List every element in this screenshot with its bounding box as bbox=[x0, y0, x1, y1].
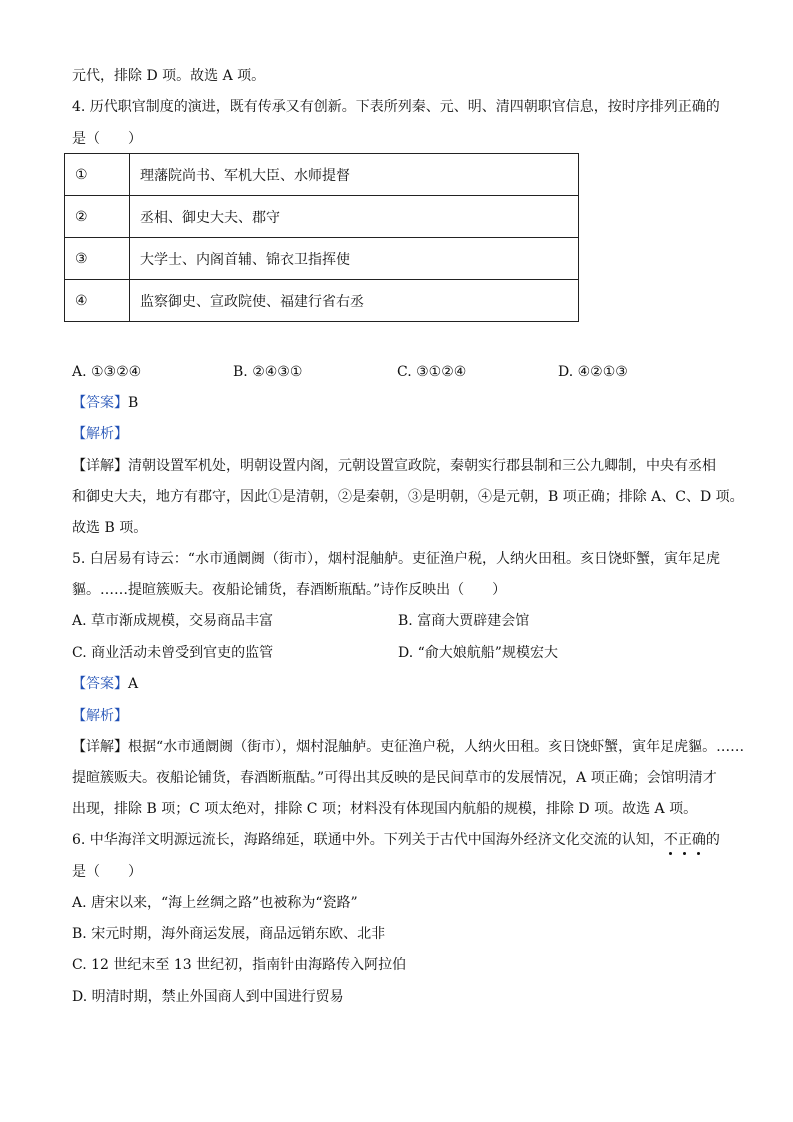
table-row bbox=[65, 154, 579, 196]
q4-answer bbox=[72, 393, 138, 413]
q4-option-c: C. ③①②④ bbox=[397, 364, 467, 380]
answer-label: 【答案】 bbox=[72, 676, 128, 692]
q4-option-b: B. ②④③① bbox=[233, 364, 303, 380]
row-officials: 大学士、内阁首辅、锦衣卫指挥使 bbox=[130, 238, 579, 280]
row-number: ② bbox=[65, 196, 130, 238]
q5-option-a: A. 草市渐成规模，交易商品丰富 bbox=[72, 613, 274, 629]
q6-option-a: A. 唐宋以来，“海上丝绸之路”也被称为“瓷路” bbox=[72, 895, 358, 911]
emphasis-char: 正 bbox=[677, 832, 692, 848]
previous-answer-tail: 元代，排除 D 项。故选 A 项。 bbox=[72, 68, 266, 84]
row-number: ① bbox=[65, 154, 130, 196]
q4-option-a: A. ①③②④ bbox=[72, 364, 142, 380]
detail-label: 【详解】 bbox=[72, 458, 128, 474]
q4-stem-line2: 是（ ） bbox=[72, 131, 142, 147]
q5-detail-line1 bbox=[72, 737, 744, 757]
q4-stem-line1: 4. 历代职官制度的演进，既有传承又有创新。下表所列秦、元、明、清四朝职官信息，按时序排列正确的 bbox=[72, 99, 720, 115]
detail-text: 清朝设置军机处，明朝设置内阁，元朝设置宣政院，秦朝实行郡县制和三公九卿制，中央有丞相 bbox=[128, 458, 716, 474]
q4-analysis-heading bbox=[72, 424, 128, 444]
q6-stem-line1 bbox=[72, 830, 720, 850]
q5-analysis-heading bbox=[72, 706, 128, 726]
emphasis-char: 确 bbox=[691, 832, 706, 848]
answer-label: 【答案】 bbox=[72, 395, 128, 411]
q5-option-c: C. 商业活动未曾受到官吏的监管 bbox=[72, 645, 274, 661]
q5-stem-line2: 貙。……提暄簇贩夫。夜船论铺货，春酒断瓶酤。”诗作反映出（ ） bbox=[72, 582, 507, 598]
row-number: ③ bbox=[65, 238, 130, 280]
table-row bbox=[65, 280, 579, 322]
row-officials: 丞相、御史大夫、郡守 bbox=[130, 196, 579, 238]
detail-text: 根据“水市通阛阓（街市），烟村混舳舻。吏征渔户税，人纳火田租。亥日饶虾蟹，寅年足虎貙。…… bbox=[128, 739, 745, 755]
detail-label: 【详解】 bbox=[72, 739, 128, 755]
emphasis-char: 不 bbox=[663, 832, 678, 848]
q6-option-b: B. 宋元时期，海外商运发展，商品远销东欧、北非 bbox=[72, 926, 386, 942]
answer-value: B bbox=[128, 395, 139, 411]
analysis-label: 【解析】 bbox=[72, 426, 128, 442]
q5-option-d: D. “俞大娘航船”规模宏大 bbox=[398, 645, 558, 661]
row-number: ④ bbox=[65, 280, 130, 322]
stem-text-end: 的 bbox=[705, 832, 720, 848]
row-officials: 监察御史、宣政院使、福建行省右丞 bbox=[130, 280, 579, 322]
answer-value: A bbox=[128, 676, 139, 692]
row-officials: 理藩院尚书、军机大臣、水师提督 bbox=[130, 154, 579, 196]
q5-detail-line3: 出现，排除 B 项；C 项太绝对，排除 C 项；材料没有体现国内航船的规模，排除 D 项。故选 A 项。 bbox=[72, 801, 698, 817]
q4-detail-line3: 故选 B 项。 bbox=[72, 520, 148, 536]
stem-text: 6. 中华海洋文明源远流长，海路绵延，联通中外。下列关于古代中国海外经济文化交流的认知， bbox=[72, 832, 664, 848]
q4-officials-table bbox=[64, 153, 579, 322]
q6-option-c: C. 12 世纪末至 13 世纪初，指南针由海路传入阿拉伯 bbox=[72, 957, 407, 973]
q4-detail-line2: 和御史大夫，地方有郡守，因此①是清朝，②是秦朝，③是明朝，④是元朝，B 项正确；排除 A、C、D 项。 bbox=[72, 489, 744, 505]
table-row bbox=[65, 238, 579, 280]
q5-option-b: B. 富商大贾辟建会馆 bbox=[398, 613, 530, 629]
q5-detail-line2: 提暄簇贩夫。夜船论铺货，春酒断瓶酤。”可得出其反映的是民间草市的发展情况，A 项正确；会馆明清才 bbox=[72, 770, 717, 786]
q6-option-d: D. 明清时期，禁止外国商人到中国进行贸易 bbox=[72, 989, 344, 1005]
q5-stem-line1: 5. 白居易有诗云：“水市通阛阓（街市），烟村混舳舻。吏征渔户税，人纳火田租。亥日饶虾蟹，寅年足虎 bbox=[72, 551, 720, 567]
q6-stem-line2: 是（ ） bbox=[72, 864, 142, 880]
table-row bbox=[65, 196, 579, 238]
analysis-label: 【解析】 bbox=[72, 708, 128, 724]
q4-detail-line1 bbox=[72, 456, 716, 476]
q5-answer bbox=[72, 674, 138, 694]
q4-option-d: D. ④②①③ bbox=[558, 364, 628, 380]
